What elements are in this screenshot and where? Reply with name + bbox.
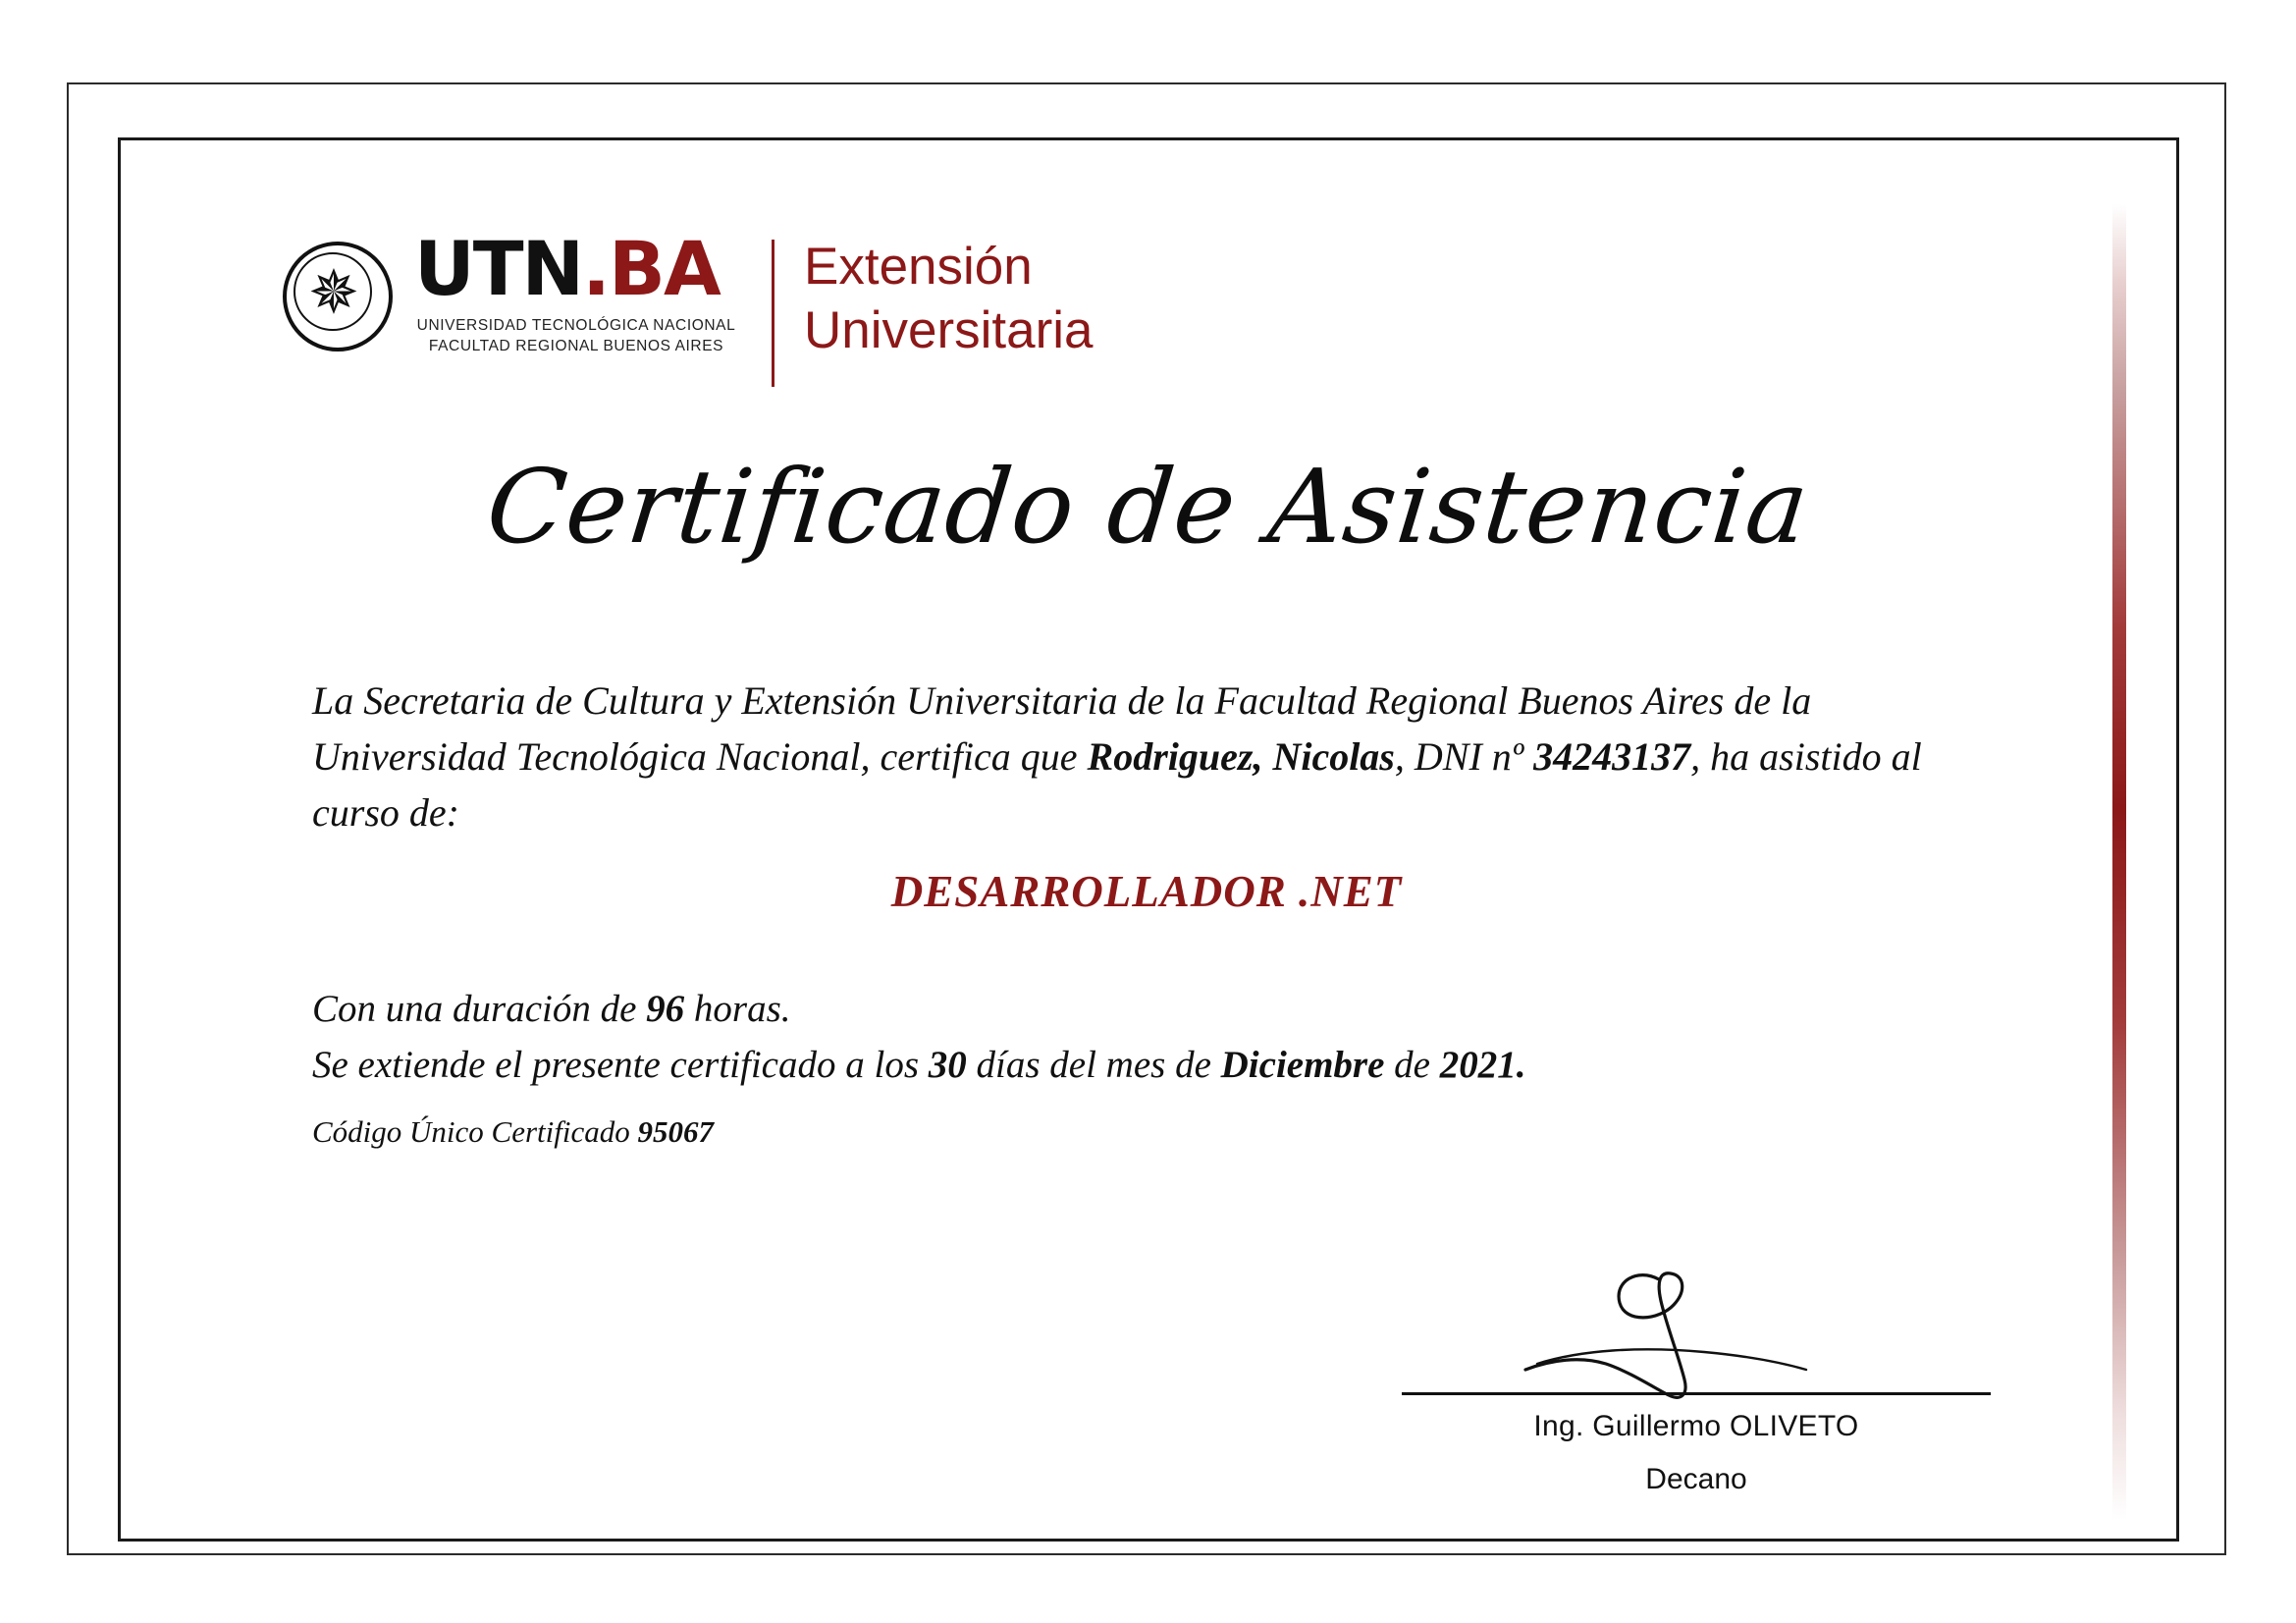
certificate-statement — [312, 674, 1981, 840]
student-name: Rodriguez, Nicolas — [1087, 733, 1395, 779]
duration-suffix: horas. — [684, 988, 791, 1030]
issue-year-prefix: de — [1384, 1043, 1440, 1086]
issue-year: 2021. — [1439, 1043, 1526, 1086]
utn-brand-main: UTN — [414, 225, 583, 312]
signatory-name: Ing. Guillermo OLIVETO — [1533, 1410, 1859, 1442]
certificate-code — [312, 1114, 714, 1150]
statement-prefix: La Secretaria de Cultura y Extensión Universitaria de la Facultad Regional Buenos Aires de la Universidad Tecnológica Nacional, certifica que — [312, 678, 1812, 779]
dni-label: , DNI nº — [1394, 733, 1534, 779]
issue-prefix: Se extiende el presente certificado a los — [312, 1043, 929, 1086]
extension-block — [804, 236, 1094, 362]
duration-prefix: Con una duración de — [312, 988, 647, 1030]
utn-subtitle-block — [414, 316, 738, 357]
header-divider — [772, 240, 774, 387]
certificate-header — [283, 225, 1094, 387]
utn-brand-suffix: .BA — [582, 225, 720, 312]
issue-mid: días del mes de — [966, 1043, 1221, 1086]
statement-suffix: , ha asistido al curso de: — [312, 733, 1922, 835]
certificate-code-label: Código Único Certificado — [312, 1114, 638, 1149]
utn-brand-block — [414, 225, 738, 357]
page-title: Certificado de Asistencia — [481, 447, 1815, 567]
extension-line-1: Extensión — [804, 238, 1033, 296]
utn-brand-text — [414, 225, 738, 312]
utn-star-logo-icon: ✵ — [283, 242, 393, 352]
issue-month: Diciembre — [1220, 1043, 1385, 1086]
issue-day: 30 — [928, 1043, 967, 1086]
utn-subtitle-line-2: FACULTAD REGIONAL BUENOS AIRES — [428, 338, 724, 355]
duration-line — [312, 982, 1981, 1038]
certificate-code-value: 95067 — [637, 1114, 715, 1149]
extension-line-2: Universitaria — [804, 300, 1094, 359]
decorative-red-bar — [2112, 204, 2126, 1520]
duration-and-date-block — [312, 982, 1981, 1093]
signature-rule — [1402, 1392, 1991, 1395]
handwritten-signature-icon — [1512, 1262, 1836, 1404]
utn-subtitle-line-1: UNIVERSIDAD TECNOLÓGICA NACIONAL — [416, 317, 736, 335]
course-name: DESARROLLADOR .NET — [890, 867, 1403, 916]
signatory-role: Decano — [1645, 1463, 1747, 1495]
dni-value: 34243137 — [1533, 733, 1691, 779]
issue-date-line — [312, 1038, 1981, 1094]
duration-value: 96 — [646, 988, 685, 1030]
